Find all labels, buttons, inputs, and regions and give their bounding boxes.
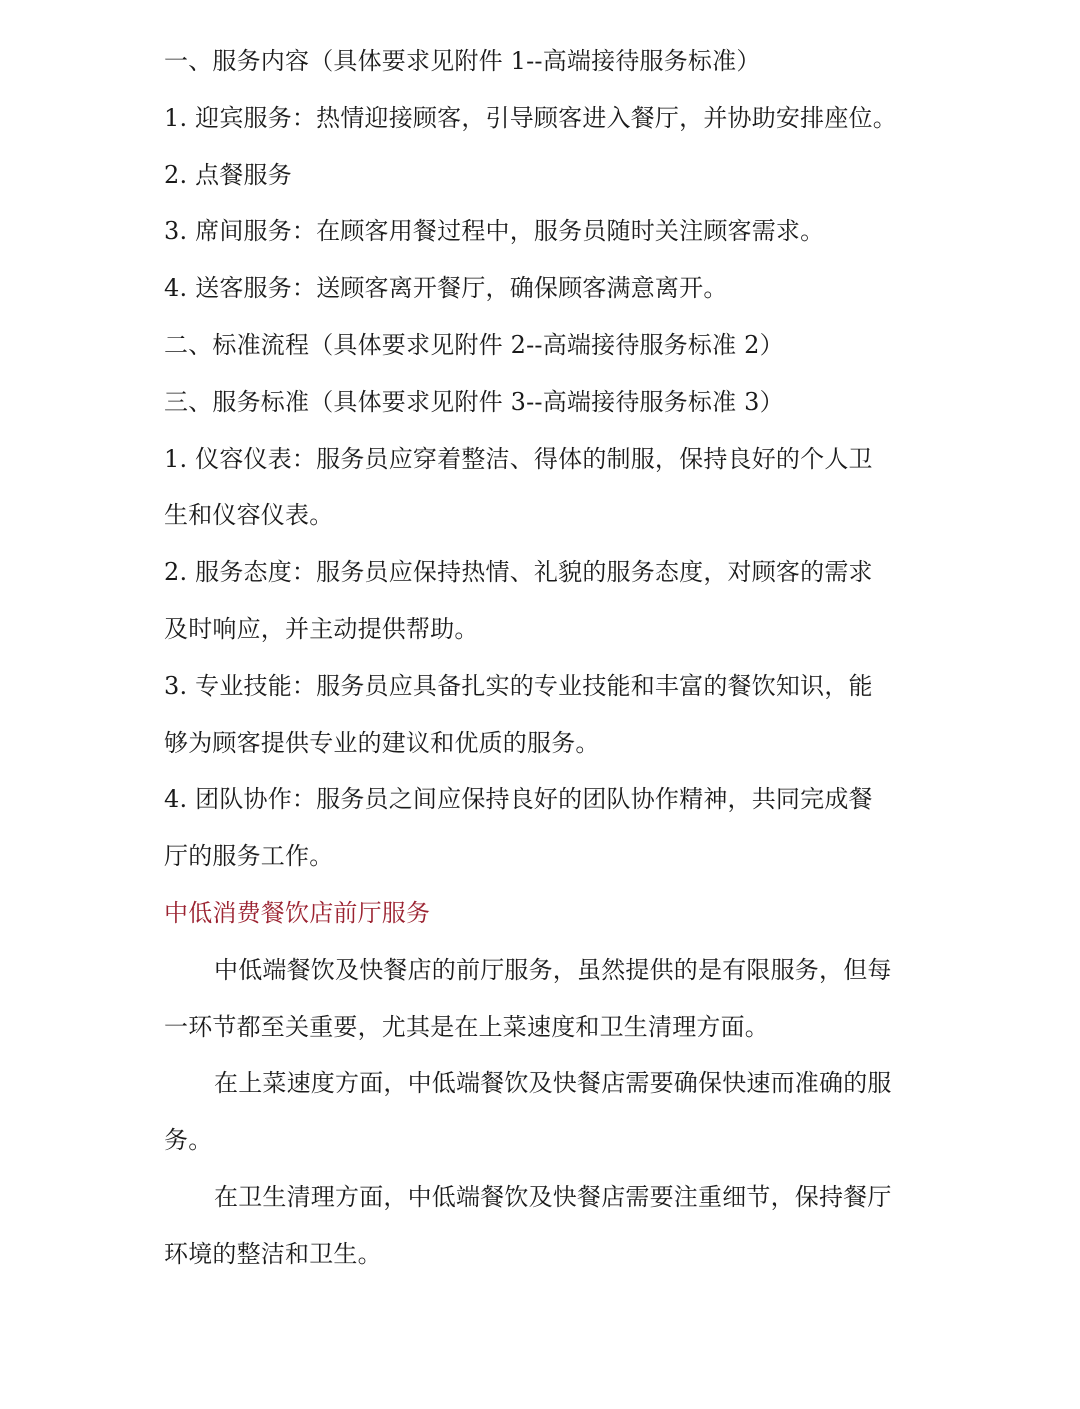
paragraph-hygiene-continued: 环境的整洁和卫生。	[164, 1239, 382, 1268]
list-item-professional-skills: 3. 专业技能：服务员应具备扎实的专业技能和丰富的餐饮知识，能	[164, 671, 873, 700]
list-item-appearance: 1. 仪容仪表：服务员应穿着整洁、得体的制服，保持良好的个人卫	[164, 444, 873, 473]
paragraph-serving-speed-continued: 务。	[164, 1126, 213, 1155]
document-body	[164, 33, 924, 1283]
paragraph-serving-speed: 在上菜速度方面，中低端餐饮及快餐店需要确保快速而准确的服	[214, 1069, 892, 1098]
section-heading-standard-process: 二、标准流程（具体要求见附件 2--高端接待服务标准 2）	[164, 330, 784, 359]
paragraph-hygiene: 在卫生清理方面，中低端餐饮及快餐店需要注重细节，保持餐厅	[214, 1182, 892, 1211]
list-item-farewell-service: 4. 送客服务：送顾客离开餐厅，确保顾客满意离开。	[164, 274, 728, 303]
list-item-appearance-continued: 生和仪容仪表。	[164, 501, 334, 530]
list-item-professional-skills-continued: 够为顾客提供专业的建议和优质的服务。	[164, 728, 600, 757]
section-heading-mid-low-restaurants: 中低消费餐饮店前厅服务	[164, 898, 431, 927]
list-item-teamwork-continued: 厅的服务工作。	[164, 842, 334, 871]
list-item-service-attitude-continued: 及时响应，并主动提供帮助。	[164, 614, 479, 643]
paragraph-front-hall-intro-continued: 一环节都至关重要，尤其是在上菜速度和卫生清理方面。	[164, 1012, 769, 1041]
list-item-table-service: 3. 席间服务：在顾客用餐过程中，服务员随时关注顾客需求。	[164, 217, 825, 246]
list-item-greeting-service: 1. 迎宾服务：热情迎接顾客，引导顾客进入餐厅，并协助安排座位。	[164, 103, 897, 132]
section-heading-service-standards: 三、服务标准（具体要求见附件 3--高端接待服务标准 3）	[164, 387, 784, 416]
list-item-teamwork: 4. 团队协作：服务员之间应保持良好的团队协作精神，共同完成餐	[164, 785, 873, 814]
list-item-ordering-service: 2. 点餐服务	[164, 160, 292, 189]
section-heading-service-content: 一、服务内容（具体要求见附件 1--高端接待服务标准）	[164, 47, 761, 75]
list-item-service-attitude: 2. 服务态度：服务员应保持热情、礼貌的服务态度，对顾客的需求	[164, 558, 873, 587]
paragraph-front-hall-intro: 中低端餐饮及快餐店的前厅服务，虽然提供的是有限服务，但每	[214, 955, 892, 984]
